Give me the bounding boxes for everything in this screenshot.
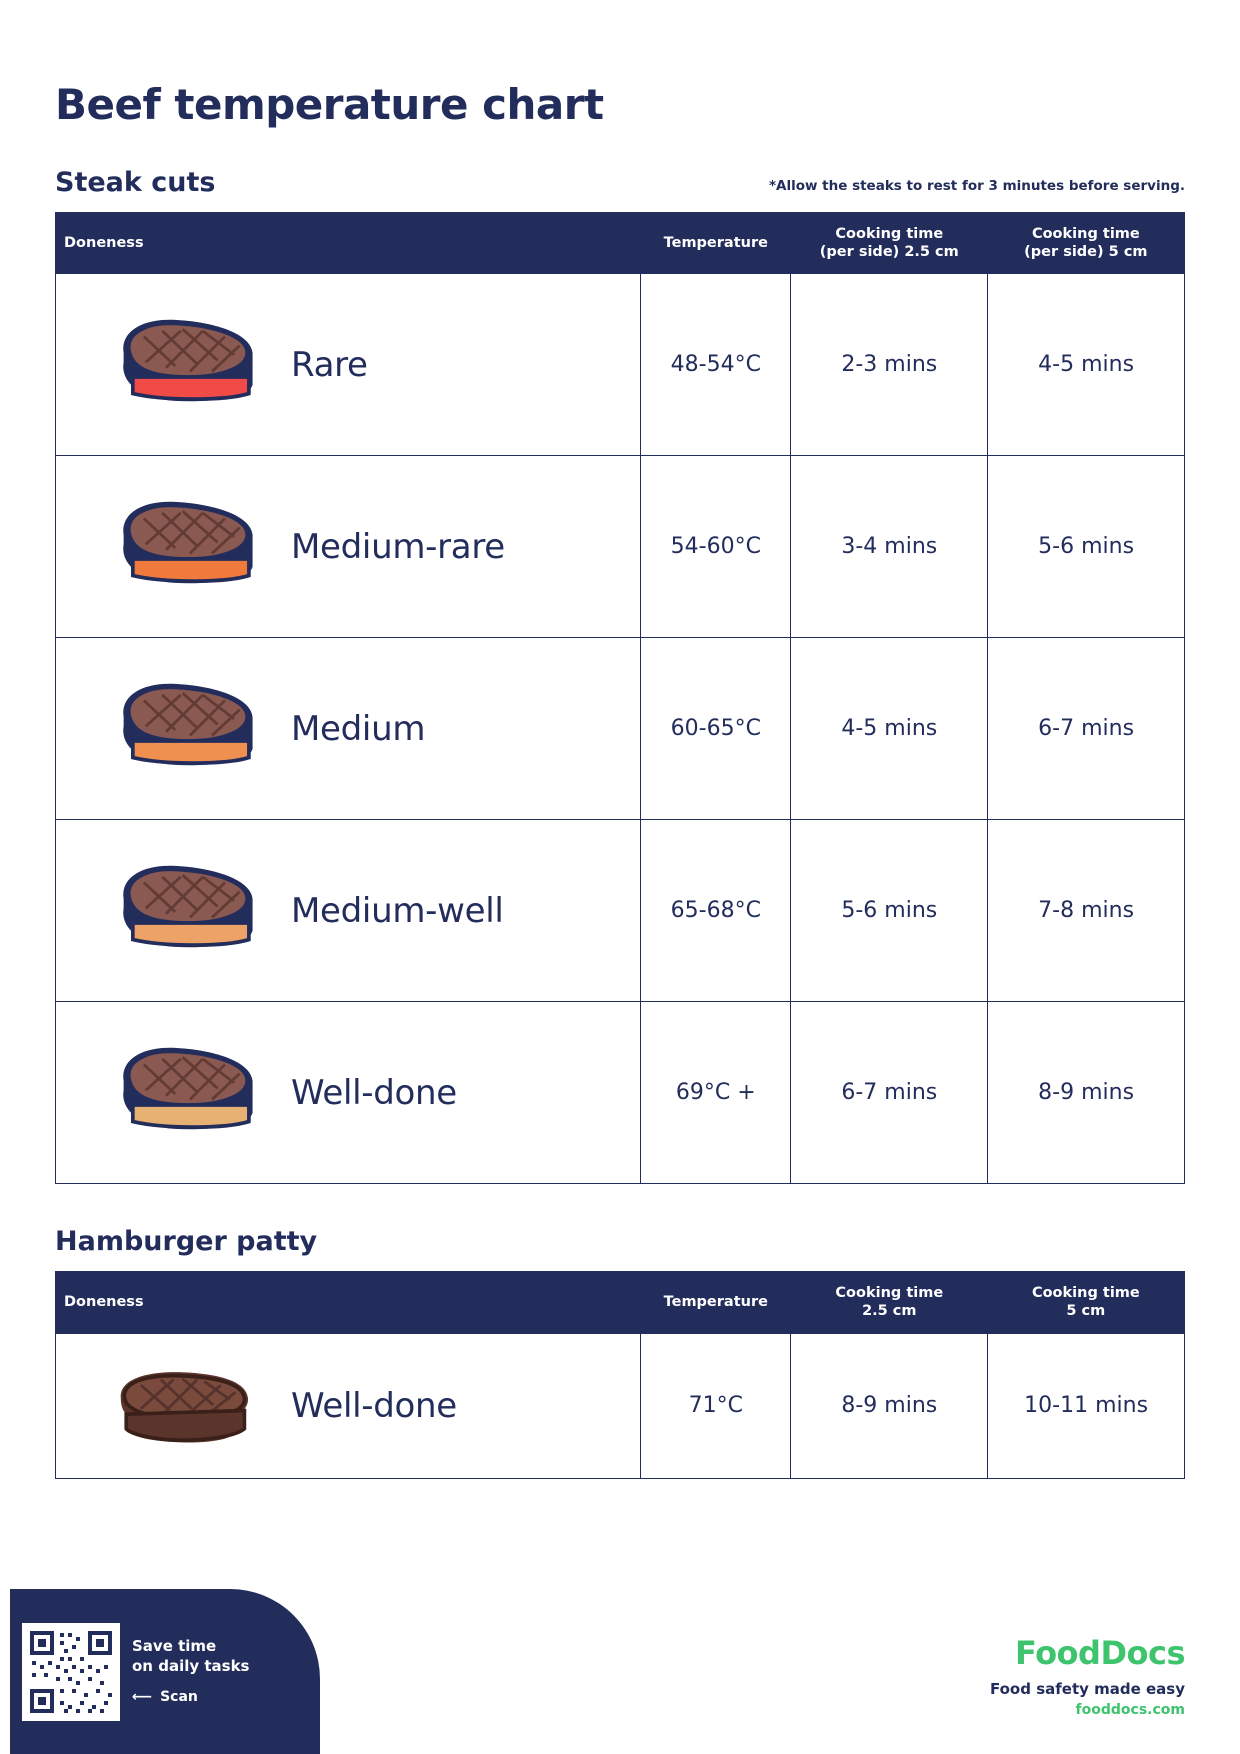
temperature-value: 54-60°C [641,456,791,638]
steak-icon-rare [96,305,271,425]
header-doneness: Doneness [56,1272,641,1333]
steak-section-header [55,167,1185,198]
cooking-time-5-value: 7-8 mins [988,820,1185,1002]
temperature-value: 69°C + [641,1002,791,1184]
header-cooking-time-25-line2: (per side) 2.5 cm [819,244,959,261]
temperature-value: 60-65°C [641,638,791,820]
doneness-label: Medium-rare [291,526,505,567]
header-cooking-time-5 [988,1272,1185,1333]
doneness-cell [56,1333,641,1478]
doneness-cell [56,456,641,638]
doneness-cell [56,274,641,456]
header-doneness: Doneness [56,213,641,274]
qr-scan-hint [132,1688,249,1707]
temperature-value: 71°C [641,1333,791,1478]
hamburger-patty-table [55,1271,1185,1478]
steak-icon-well-done [96,1033,271,1153]
header-cooking-time-5-line2: (per side) 5 cm [1024,244,1148,261]
table-row [56,1002,1185,1184]
doneness-label: Medium [291,708,426,749]
brand-logo[interactable]: FoodDocs [1015,1634,1185,1672]
cooking-time-25-value: 2-3 mins [791,274,988,456]
qr-scan-label: Scan [160,1689,198,1706]
brand-tagline: Food safety made easy [989,1680,1185,1698]
qr-promo-block[interactable] [10,1589,320,1754]
qr-promo-text [132,1636,249,1707]
header-cooking-time-5 [988,213,1185,274]
cooking-time-5-value: 8-9 mins [988,1002,1185,1184]
page-footer [0,1564,1240,1754]
header-temperature: Temperature [641,1272,791,1333]
header-cooking-time-25-line1: Cooking time [835,1285,944,1302]
cooking-time-5-value: 6-7 mins [988,638,1185,820]
steak-icon-medium-rare [96,487,271,607]
steak-rest-note: *Allow the steaks to rest for 3 minutes before serving. [768,178,1185,194]
table-row [56,1333,1185,1478]
header-cooking-time-5-line1: Cooking time [1031,226,1140,242]
header-temperature: Temperature [641,213,791,274]
qr-promo-line1: Save time [132,1636,217,1655]
arrow-left-icon: ⟵ [132,1689,153,1706]
table-row [56,638,1185,820]
steak-icon-medium-well [96,851,271,971]
header-cooking-time-25-line1: Cooking time [835,226,944,242]
doneness-cell [56,1002,641,1184]
steak-cuts-table [55,212,1185,1184]
steak-section-title: Steak cuts [55,167,216,198]
cooking-time-5-value: 5-6 mins [988,456,1185,638]
doneness-label: Well-done [291,1385,457,1426]
brand-url[interactable]: fooddocs.com [1075,1702,1185,1718]
header-cooking-time-25-line2: 2.5 cm [862,1303,917,1320]
brand-block [990,1634,1185,1718]
header-cooking-time-5-line2: 5 cm [1066,1303,1106,1320]
header-cooking-time-5-line1: Cooking time [1031,1285,1140,1302]
doneness-label: Medium-well [291,890,504,931]
header-cooking-time-25 [791,1272,988,1333]
patty-section-title: Hamburger patty [55,1226,318,1258]
table-header-row [56,213,1185,274]
table-row [56,274,1185,456]
qr-code-icon[interactable] [22,1623,120,1721]
header-cooking-time-25 [791,213,988,274]
table-row [56,456,1185,638]
doneness-label: Rare [291,344,368,385]
patty-section-header [55,1226,1185,1257]
doneness-label: Well-done [291,1072,457,1113]
qr-promo-line2: on daily tasks [132,1657,250,1676]
cooking-time-5-value: 4-5 mins [988,274,1185,456]
patty-icon-well-done [96,1356,271,1456]
table-header-row [56,1272,1185,1333]
cooking-time-25-value: 4-5 mins [791,638,988,820]
steak-icon-medium [96,669,271,789]
cooking-time-25-value: 5-6 mins [791,820,988,1002]
table-row [56,820,1185,1002]
page-title: Beef temperature chart [55,80,604,129]
cooking-time-25-value: 6-7 mins [791,1002,988,1184]
doneness-cell [56,638,641,820]
doneness-cell [56,820,641,1002]
temperature-value: 48-54°C [641,274,791,456]
cooking-time-25-value: 3-4 mins [791,456,988,638]
temperature-value: 65-68°C [641,820,791,1002]
cooking-time-25-value: 8-9 mins [791,1333,988,1478]
cooking-time-5-value: 10-11 mins [988,1333,1185,1478]
